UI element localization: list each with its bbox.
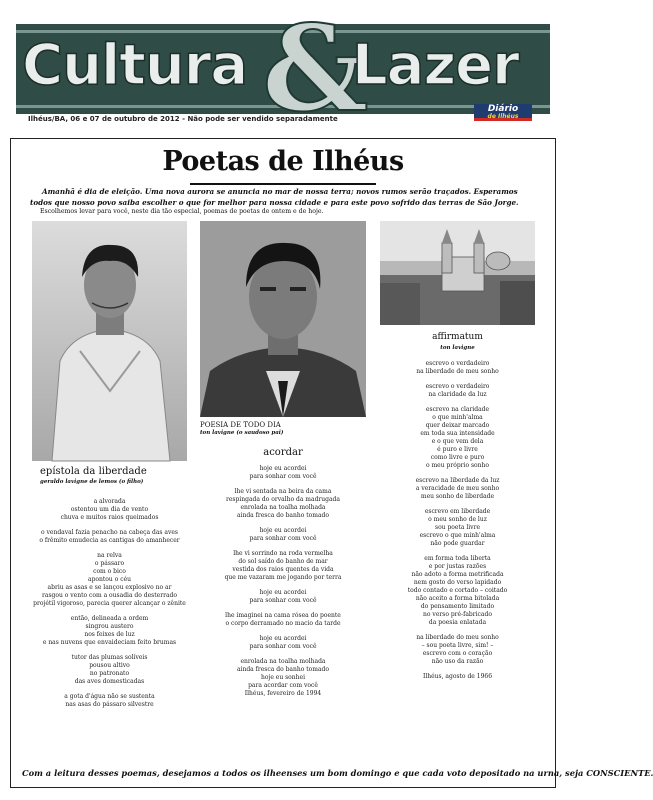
poem-line: com o bico xyxy=(93,568,126,575)
poem-line: a alvorada xyxy=(93,498,126,505)
poem-line: tutor das plumas solíveis xyxy=(71,654,148,661)
masthead-word-cultura: Cultura xyxy=(22,33,248,98)
page-title: Poetas de Ilhéus xyxy=(162,146,404,177)
poem-stanza xyxy=(380,634,535,666)
poem-line: no patronato xyxy=(89,670,130,677)
poem-line: rasgou o vento com a ousadia do desterrado xyxy=(42,592,177,599)
poem-line: sou poeta livre xyxy=(434,524,480,531)
poem-line: da poesia enlatada xyxy=(428,619,487,626)
poem-line: escrevo o verdadeiro xyxy=(425,360,490,367)
title-underline xyxy=(190,183,376,185)
poem-line: hoje eu acordei xyxy=(259,635,307,642)
poem-stanza xyxy=(200,550,366,582)
poem-line: escrevo com o coração xyxy=(422,650,493,657)
poem-line: em forma toda liberta xyxy=(424,555,491,562)
poem-stanza xyxy=(200,658,366,698)
poem-line: chuva e muitos raios queimados xyxy=(60,514,159,521)
poem-line: projétil vigoroso, parecia querer alcançar o zênite xyxy=(33,600,186,607)
poem-line: apontou o céu xyxy=(88,576,131,583)
poem-line: em toda sua intensidade xyxy=(420,430,495,437)
poem-line: não uso da razão xyxy=(431,658,484,665)
poem-stanza xyxy=(380,383,535,399)
poem-line: hoje eu acordei xyxy=(259,589,307,596)
poem-line: singrou austero xyxy=(85,623,134,630)
poem-line: então, delineada a ordem xyxy=(70,615,149,622)
poem-line: para sonhar com você xyxy=(249,473,317,480)
poem-line: como livre e puro xyxy=(430,454,485,461)
poem-left-title: epístola da liberdade xyxy=(40,466,147,477)
masthead-ampersand: & xyxy=(262,0,369,138)
poem-line: na liberdade do meu sonho xyxy=(416,634,499,641)
poem-line: lhe vi sentada na beira da cama xyxy=(234,488,332,495)
poem-line: ainda fresca do banho tomado xyxy=(236,666,330,673)
poem-line: não aceito a forma bitolada xyxy=(415,595,500,602)
poem-line: escrevo na claridade xyxy=(425,406,490,413)
poem-line: pousou altivo xyxy=(89,662,130,669)
poem-left-author: geraldo lavigne de lemos (o filho) xyxy=(40,479,144,485)
poem-line: hoje eu sonhei xyxy=(260,674,305,681)
poem-line: todo contado e cortado – coitado xyxy=(407,587,508,594)
poem-line: na relva xyxy=(97,552,122,559)
poem-line: no verso pré-fabricado xyxy=(423,611,492,618)
poem-stanza xyxy=(380,555,535,627)
poem-line: e por justas razões xyxy=(428,563,487,570)
poem-stanza xyxy=(200,465,366,481)
photo-young-man xyxy=(32,221,187,461)
poem-line: na claridade da luz xyxy=(428,391,487,398)
poem-stanza xyxy=(200,527,366,543)
poem-line: o meu sonho de luz xyxy=(428,516,487,523)
poem-line: do pensamento limitado xyxy=(420,603,495,610)
poem-line: para sonhar com você xyxy=(249,643,317,650)
poem-line: e nas nuvens que envaideciam feito brumas xyxy=(42,639,177,646)
poem-stanza xyxy=(32,552,187,608)
poem-stanza xyxy=(380,673,535,681)
poem-stanza xyxy=(200,488,366,520)
poem-line: que me vazaram me jogando por terra xyxy=(224,574,342,581)
poem-line: não pode guardar xyxy=(430,540,485,547)
poem-line: o vendaval fazia penacho na cabeça das aves xyxy=(41,529,178,536)
dateline: Ilhéus/BA, 06 e 07 de outubro de 2012 - Não pode ser vendido separadamente xyxy=(28,115,338,123)
closing-message: Com a leitura desses poemas, desejamos a todos os ilheenses um bom domingo e que cada voto depositado na urna, seja CONSCIENTE. xyxy=(22,768,653,778)
poem-line: o corpo derramado no macio da tarde xyxy=(225,620,341,627)
poem-stanza xyxy=(200,612,366,628)
poem-right-body xyxy=(380,360,535,688)
newspaper-logo[interactable] xyxy=(474,104,532,121)
poem-stanza xyxy=(32,654,187,686)
poem-line: escrevo na liberdade da luz xyxy=(415,477,500,484)
poem-line: das aves domesticadas xyxy=(74,678,145,685)
poem-line: lhe imaginei na cama rósea do poente xyxy=(225,612,341,619)
poem-stanza xyxy=(380,360,535,376)
poem-line: é puro e livre xyxy=(437,446,478,453)
poem-line: respingada do orvalho da madrugada xyxy=(226,496,340,503)
poem-line: Ilhéus, agosto de 1966 xyxy=(422,673,493,680)
poem-left-body xyxy=(32,498,187,716)
photo-man-portrait xyxy=(200,221,366,417)
poem-stanza xyxy=(32,498,187,522)
poem-line: o que minh'alma xyxy=(432,414,483,421)
poem-line: hoje eu acordei xyxy=(259,527,307,534)
poem-line: escrevo o que minh'alma xyxy=(419,532,496,539)
poem-middle-author: ton lavigne (o saudoso pai) xyxy=(200,430,284,436)
poem-line: nem gosto do verso lapidado xyxy=(413,579,502,586)
poem-stanza xyxy=(32,693,187,709)
poem-line: escrevo o verdadeiro xyxy=(425,383,490,390)
poem-line: a veracidade de meu sonho xyxy=(415,485,500,492)
poem-line: abriu as asas e se lançou explosivo no ar xyxy=(47,584,172,591)
poem-line: e o que vem dela xyxy=(431,438,484,445)
poem-line: vestida dos raios quentes da vida xyxy=(232,566,334,573)
intro-paragraph: Amanhã é dia de eleição. Uma nova aurora se anuncia no mar de nossa terra; novos rumos serão traçados. Esperamos todos que nosso povo saiba escolher o que for melhor para nossa cidade e para este povo sofrido das terras de São Jorge. xyxy=(30,187,519,207)
poem-line: enrolada na toalha molhada xyxy=(240,504,326,511)
poem-line: enrolada na toalha molhada xyxy=(240,658,326,665)
poem-line: nas asas do pássaro silvestre xyxy=(65,701,154,708)
poem-line: escrevo em liberdade xyxy=(424,508,491,515)
poem-stanza xyxy=(380,406,535,470)
poem-right-title: affirmatum xyxy=(432,332,483,342)
poem-middle-body xyxy=(200,465,366,705)
poem-line: o pássaro xyxy=(94,560,125,567)
poem-line: – sou poeta livre, sim! – xyxy=(421,642,494,649)
poem-stanza xyxy=(200,635,366,651)
poem-stanza xyxy=(380,508,535,548)
poem-stanza xyxy=(32,615,187,647)
poem-line: quer deixar marcado xyxy=(425,422,490,429)
poem-line: meu sonho de liberdade xyxy=(420,493,495,500)
poem-line: para sonhar com você xyxy=(249,597,317,604)
poem-line: não adoto a forma metrificada xyxy=(411,571,504,578)
poem-line: a gota d'água não se sustenta xyxy=(64,693,155,700)
section-header: POESIA DE TODO DIA xyxy=(200,421,281,429)
poem-stanza xyxy=(200,589,366,605)
poem-right-author: ton lavigne xyxy=(440,345,475,351)
poem-line: ainda fresca do banho tomado xyxy=(236,512,330,519)
poem-middle-title: acordar xyxy=(263,447,303,458)
poem-line: Ilhéus, fevereiro de 1994 xyxy=(244,690,322,697)
poem-line: ostentou um dia de vento xyxy=(70,506,149,513)
logo-text: Diário xyxy=(487,104,519,114)
poem-line: para sonhar com você xyxy=(249,535,317,542)
poem-line: hoje eu acordei xyxy=(259,465,307,472)
poem-line: do sol saído do banho de mar xyxy=(238,558,328,565)
poem-line: nos feixes de luz xyxy=(84,631,135,638)
poem-line: para acordar com você xyxy=(248,682,318,689)
poem-line: o frêmito emudecia as cantigas do amanhecer xyxy=(39,537,180,544)
logo-subtext: de Ilhéus xyxy=(487,113,519,120)
masthead-word-lazer: Lazer xyxy=(352,33,519,98)
poem-line: na liberdade de meu sonho xyxy=(416,368,499,375)
poem-stanza xyxy=(380,477,535,501)
photo-cathedral xyxy=(380,221,535,325)
poem-line: lhe vi sorrindo na roda vermelha xyxy=(233,550,333,557)
poem-stanza xyxy=(32,529,187,545)
poem-line: o meu próprio sonho xyxy=(425,462,490,469)
sub-intro: Escolhemos levar para você, neste dia tão especial, poemas de poetas de ontem e de hoje. xyxy=(40,208,324,215)
